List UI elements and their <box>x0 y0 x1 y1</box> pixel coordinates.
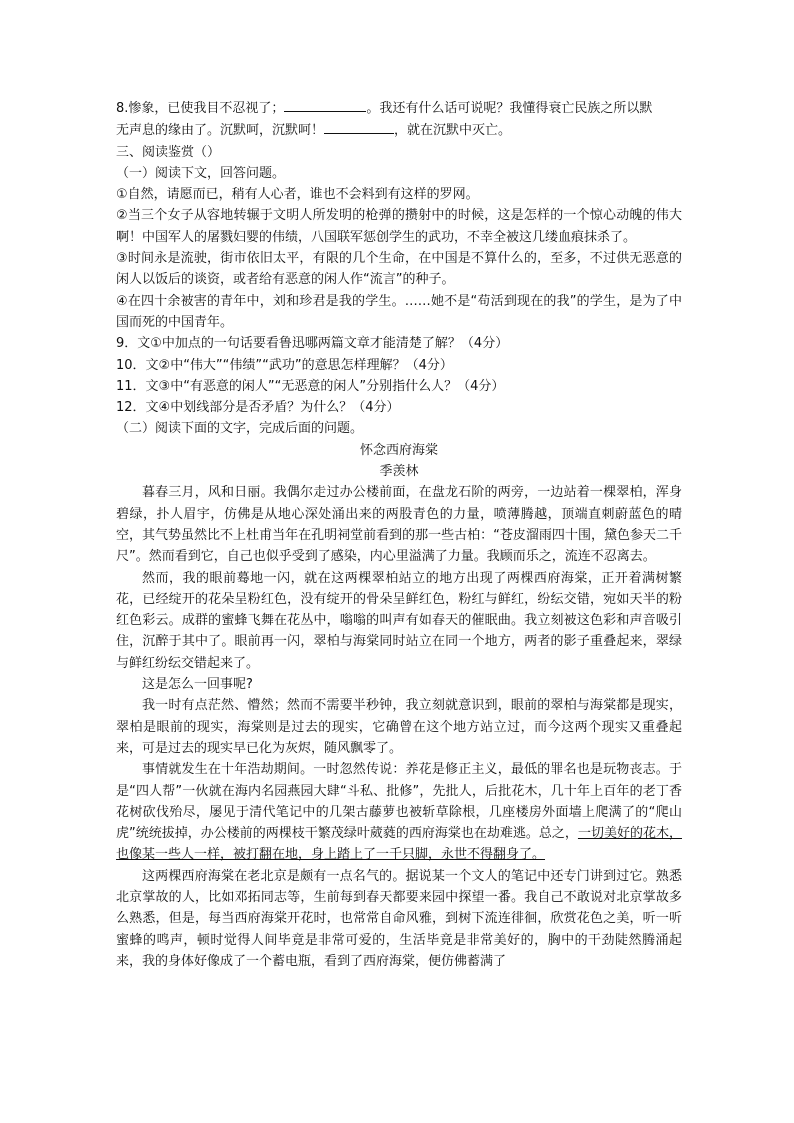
paragraph-2-text-b: 中国军人的屠戮妇婴的伟绩，八国联军惩创学生的武功，不幸全被这几缕血痕抹杀了。 <box>142 229 637 245</box>
answer-blank-1[interactable] <box>284 97 366 112</box>
article-title: 怀念西府海棠 <box>359 442 438 458</box>
passage-1-paragraph-3: ③时间永是流驶，街市依旧太平，有限的几个生命，在中国是不算什么的，至多，不过供无恶意的闲人以饭后的谈资，或者给有恶意的闲人作“流言”的种子。 <box>116 251 682 288</box>
article-author: 季羡林 <box>379 464 419 480</box>
question-8-line-1 <box>116 97 682 119</box>
question-11: 11．文③中“有恶意的闲人”“无恶意的闲人”分别指什么人？（4分） <box>116 378 505 394</box>
question-10: 10．文②中“伟大”“伟绩”“武功”的意思怎样理解？（4分） <box>116 357 453 373</box>
underlined-sentence: 一切美好的花木，也像某一些人一样，被打翻在地，身上踏上了一千只脚，永世不得翻身了。 <box>116 826 682 863</box>
question-8-text-d: ，就在沉默中灭亡。 <box>394 123 512 139</box>
article-paragraph-2: 然而，我的眼前蓦地一闪，就在这两棵翠柏站立的地方出现了两棵西府海棠，正开着满树繁花，已经绽开的花朵呈粉红色，没有绽开的骨朵呈鲜红色，粉红与鲜红，纷纭交错，宛如天半的粉红色彩云。成群的蜜蜂飞舞在花丛中，嗡嗡的叫声有如春天的催眠曲。我立刻被这色彩和声音吸引住，沉醉于其中了。眼前再一闪，翠柏与海棠同时站立在同一个地方，两者的影子重叠起来，翠绿与鲜红纷纭交错起来了。 <box>116 570 682 671</box>
part-2-heading: （二）阅读下面的文字，完成后面的问题。 <box>116 421 364 437</box>
section-3-heading: 三、阅读鉴赏（） <box>116 144 221 160</box>
question-8-text-b: 。我还有什么话可说呢？我懂得衰亡民族之所以默 <box>366 101 653 116</box>
part-1-heading: （一）阅读下文，回答问题。 <box>116 165 286 181</box>
passage-1-paragraph-4: ④在四十余被害的青年中，刘和珍君是我的学生。……她不是“苟活到现在的我”的学生，是为了中国而死的中国青年。 <box>116 293 682 330</box>
article-paragraph-4: 我一时有点茫然、懵然；然而不需要半秒钟，我立刻就意识到，眼前的翠柏与海棠都是现实，翠柏是眼前的现实，海棠则是过去的现实，它确曾在这个地方站立过，而今这两个现实又重叠起来，可是过去的现实早已化为灰烬，随风飘零了。 <box>116 698 682 756</box>
article-paragraph-5 <box>116 759 682 865</box>
answer-blank-2[interactable] <box>324 119 394 134</box>
passage-1-paragraph-2 <box>116 205 682 248</box>
question-8-text-c: 无声息的缘由了。沉默呵，沉默呵！ <box>116 123 325 139</box>
article-paragraph-3: 这是怎么一回事呢? <box>142 677 253 693</box>
document-page <box>116 97 682 972</box>
question-9: 9．文①中加点的一句话要看鲁迅哪两篇文章才能清楚了解？（4分） <box>116 336 509 352</box>
question-8-line-2 <box>116 119 682 141</box>
question-12: 12．文④中划线部分是否矛盾？为什么？（4分） <box>116 400 400 416</box>
question-8-text-a: 8.惨象，已使我目不忍视了； <box>116 101 285 116</box>
paragraph-5-text: 事情就发生在十年浩劫期间。一时忽然传说：养花是修正主义，最低的罪名也是玩物丧志。于是“四人帮”一伙就在海内名园燕园大肆“斗私、批修”，先批人，后批花木，几十年上百年的老丁香花树砍伐殆尽，屡见于清代笔记中的几架古藤萝也被斩草除根，几座楼房外面墙上爬满了的“爬山虎”统统拔掉，办公楼前的两棵枝干繁茂绿叶葳蕤的西府海棠也在劫难逃。总之， <box>116 762 682 842</box>
article-paragraph-1: 暮春三月，风和日丽。我偶尔走过办公楼前面，在盘龙石阶的两旁，一边站着一棵翠柏，浑身碧绿，扑人眉宇，仿佛是从地心深处涌出来的两股青色的力量，喷薄腾越，顶端直刺蔚蓝色的晴空，其气势虽然比不上杜甫当年在孔明祠堂前看到的那一些古柏：“苍皮溜雨四十围，黛色参天二千尺”。然而看到它，自己也似乎受到了感染，内心里溢满了力量。我顾而乐之，流连不忍离去。 <box>116 485 682 565</box>
passage-1-paragraph-1: ①自然，请愿而已，稍有人心者，谁也不会料到有这样的罗网。 <box>116 187 479 203</box>
article-paragraph-6: 这两棵西府海棠在老北京是颇有一点名气的。据说某一个文人的笔记中还专门讲到过它。熟悉北京掌故的人，比如邓拓同志等，生前每到春天都要来园中探望一番。我自己不敢说对北京掌故多么熟悉，但是，每当西府海棠开花时，也常常自命风雅，到树下流连徘徊，欣赏花色之美，听一听蜜蜂的鸣声，顿时觉得人间毕竟是非常可爱的，生活毕竟是非常美好的，胸中的干劲陡然腾涌起来，我的身体好像成了一个蓄电瓶，看到了西府海棠，便仿佛蓄满了 <box>116 868 682 969</box>
paragraph-2-text-a: ②当三个女子从容地转辗于文明人所发明的枪弹的攒射中的时候，这是怎样的一个惊心动魄的伟大啊！ <box>116 208 682 245</box>
